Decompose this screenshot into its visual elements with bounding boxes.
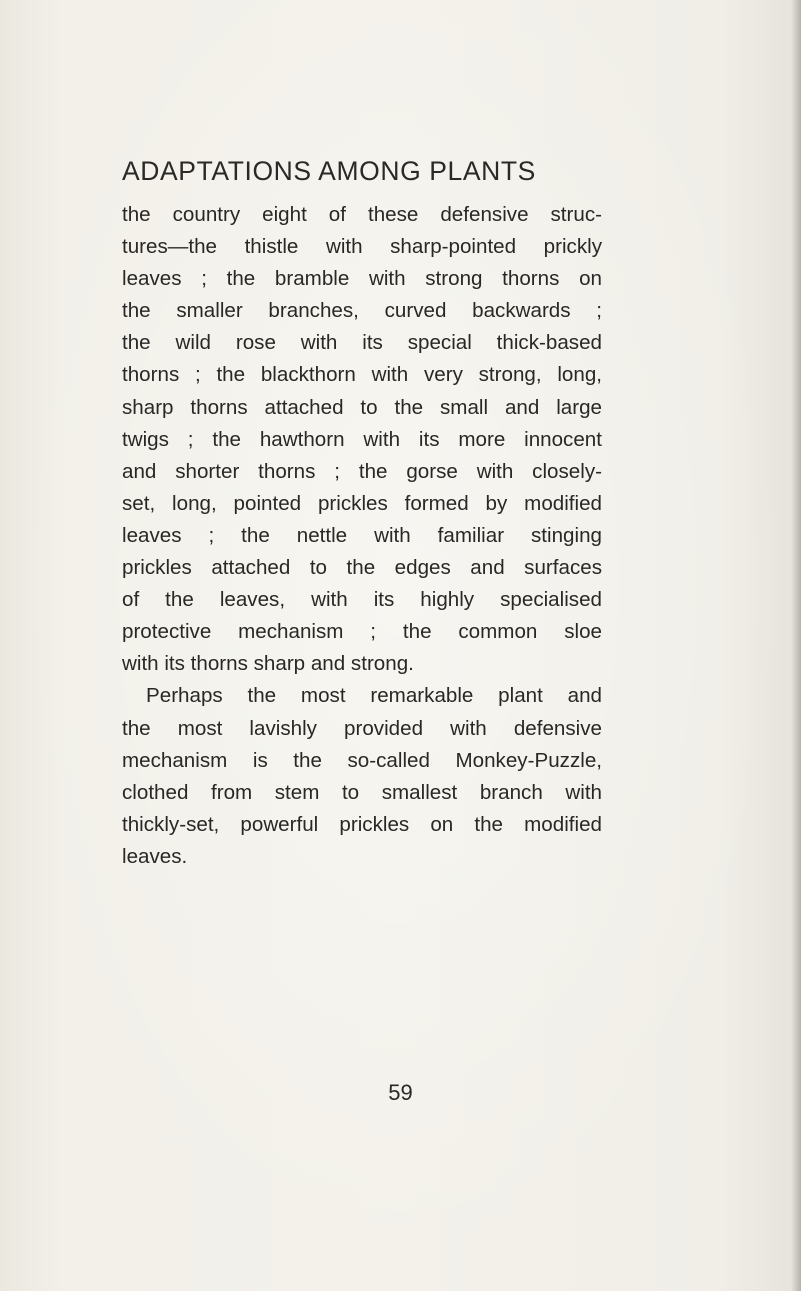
text-line: Perhaps the most remarkable plant and bbox=[146, 684, 602, 708]
text-line: leaves ; the bramble with strong thorns on bbox=[122, 267, 602, 291]
page-number: 59 bbox=[388, 1080, 413, 1105]
text-line: set, long, pointed prickles formed by modified bbox=[122, 491, 602, 515]
paragraph-1 bbox=[122, 199, 602, 680]
text-line: clothed from stem to smallest branch with bbox=[122, 780, 602, 804]
text-line: thorns ; the blackthorn with very strong, long, bbox=[122, 363, 602, 387]
text-line: protective mechanism ; the common sloe bbox=[122, 620, 602, 644]
running-head: ADAPTATIONS AMONG PLANTS bbox=[122, 156, 536, 186]
body-text bbox=[122, 199, 602, 873]
text-line: and shorter thorns ; the gorse with closely- bbox=[122, 459, 602, 483]
text-line: the most lavishly provided with defensive bbox=[122, 716, 602, 740]
text-line: with its thorns sharp and strong. bbox=[122, 652, 414, 676]
text-line: of the leaves, with its highly specialised bbox=[122, 588, 602, 612]
paragraph-2 bbox=[122, 680, 602, 873]
text-line: sharp thorns attached to the small and large bbox=[122, 395, 602, 419]
text-line: twigs ; the hawthorn with its more innocent bbox=[122, 427, 602, 451]
text-line: thickly-set, powerful prickles on the modified bbox=[122, 812, 602, 836]
text-line: the smaller branches, curved backwards ; bbox=[122, 299, 602, 323]
text-line: the wild rose with its special thick-based bbox=[122, 331, 602, 355]
text-line: leaves. bbox=[122, 844, 188, 868]
text-line: mechanism is the so-called Monkey-Puzzle, bbox=[122, 748, 602, 772]
text-line: leaves ; the nettle with familiar stinging bbox=[122, 523, 602, 547]
text-line: the country eight of these defensive struc- bbox=[122, 203, 602, 226]
text-line: tures—the thistle with sharp-pointed prickly bbox=[122, 235, 602, 259]
text-line: prickles attached to the edges and surfaces bbox=[122, 556, 602, 580]
